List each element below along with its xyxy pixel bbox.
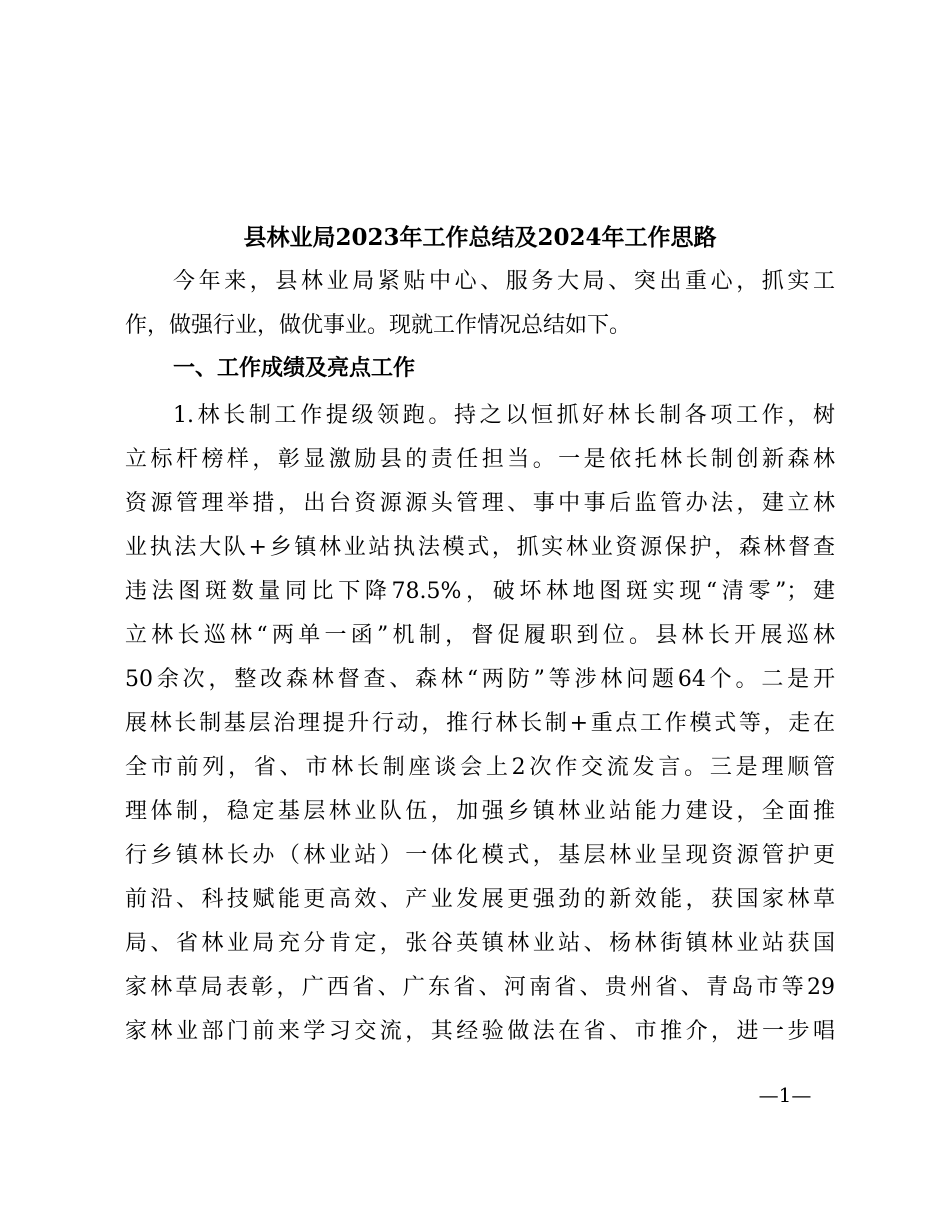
intro-paragraph — [125, 260, 835, 348]
text-line: 局、省林业局充分肯定，张谷英镇林业站、杨林街镇林业站获国 — [125, 931, 835, 956]
text-line: 家林业部门前来学习交流，其经验做法在省、市推介，进一步唱 — [125, 1019, 835, 1044]
text-line: 理体制，稳定基层林业队伍，加强乡镇林业站能力建设，全面推 — [125, 799, 835, 824]
text-line: 全市前列，省、市林长制座谈会上2次作交流发言。三是理顺管 — [125, 755, 835, 780]
text-line: 行乡镇林长办（林业站）一体化模式，基层林业呈现资源管护更 — [125, 843, 835, 868]
text-line: 今年来，县林业局紧贴中心、服务大局、突出重心，抓实工 — [173, 269, 835, 294]
text-line: 业执法大队+乡镇林业站执法模式，抓实林业资源保护，森林督查 — [125, 535, 835, 560]
document-title: 县林业局2023年工作总结及2024年工作思路 — [243, 224, 717, 251]
text-line: 1.林长制工作提级领跑。持之以恒抓好林长制各项工作，树 — [173, 403, 835, 428]
text-line: 立标杆榜样，彰显激励县的责任担当。一是依托林长制创新森林 — [125, 447, 835, 472]
text-line: 50余次，整改森林督查、森林“两防”等涉林问题64个。二是开 — [125, 667, 835, 692]
section-heading: 一、工作成绩及亮点工作 — [173, 355, 416, 381]
body-paragraph — [125, 394, 835, 1054]
text-line: 资源管理举措，出台资源源头管理、事中事后监管办法，建立林 — [125, 491, 835, 516]
text-line: 家林草局表彰，广西省、广东省、河南省、贵州省、青岛市等29 — [125, 975, 835, 1000]
text-line: 作，做强行业，做优事业。现就工作情况总结如下。 — [125, 313, 632, 338]
text-line: 违法图斑数量同比下降78.5%，破坏林地图斑实现“清零”；建 — [125, 579, 835, 604]
text-line: 前沿、科技赋能更高效、产业发展更强劲的新效能，获国家林草 — [125, 887, 835, 912]
text-line: 立林长巡林“两单一函”机制，督促履职到位。县林长开展巡林 — [125, 623, 835, 648]
page-number: —1— — [758, 1083, 812, 1107]
text-line: 展林长制基层治理提升行动，推行林长制+重点工作模式等，走在 — [125, 711, 835, 736]
